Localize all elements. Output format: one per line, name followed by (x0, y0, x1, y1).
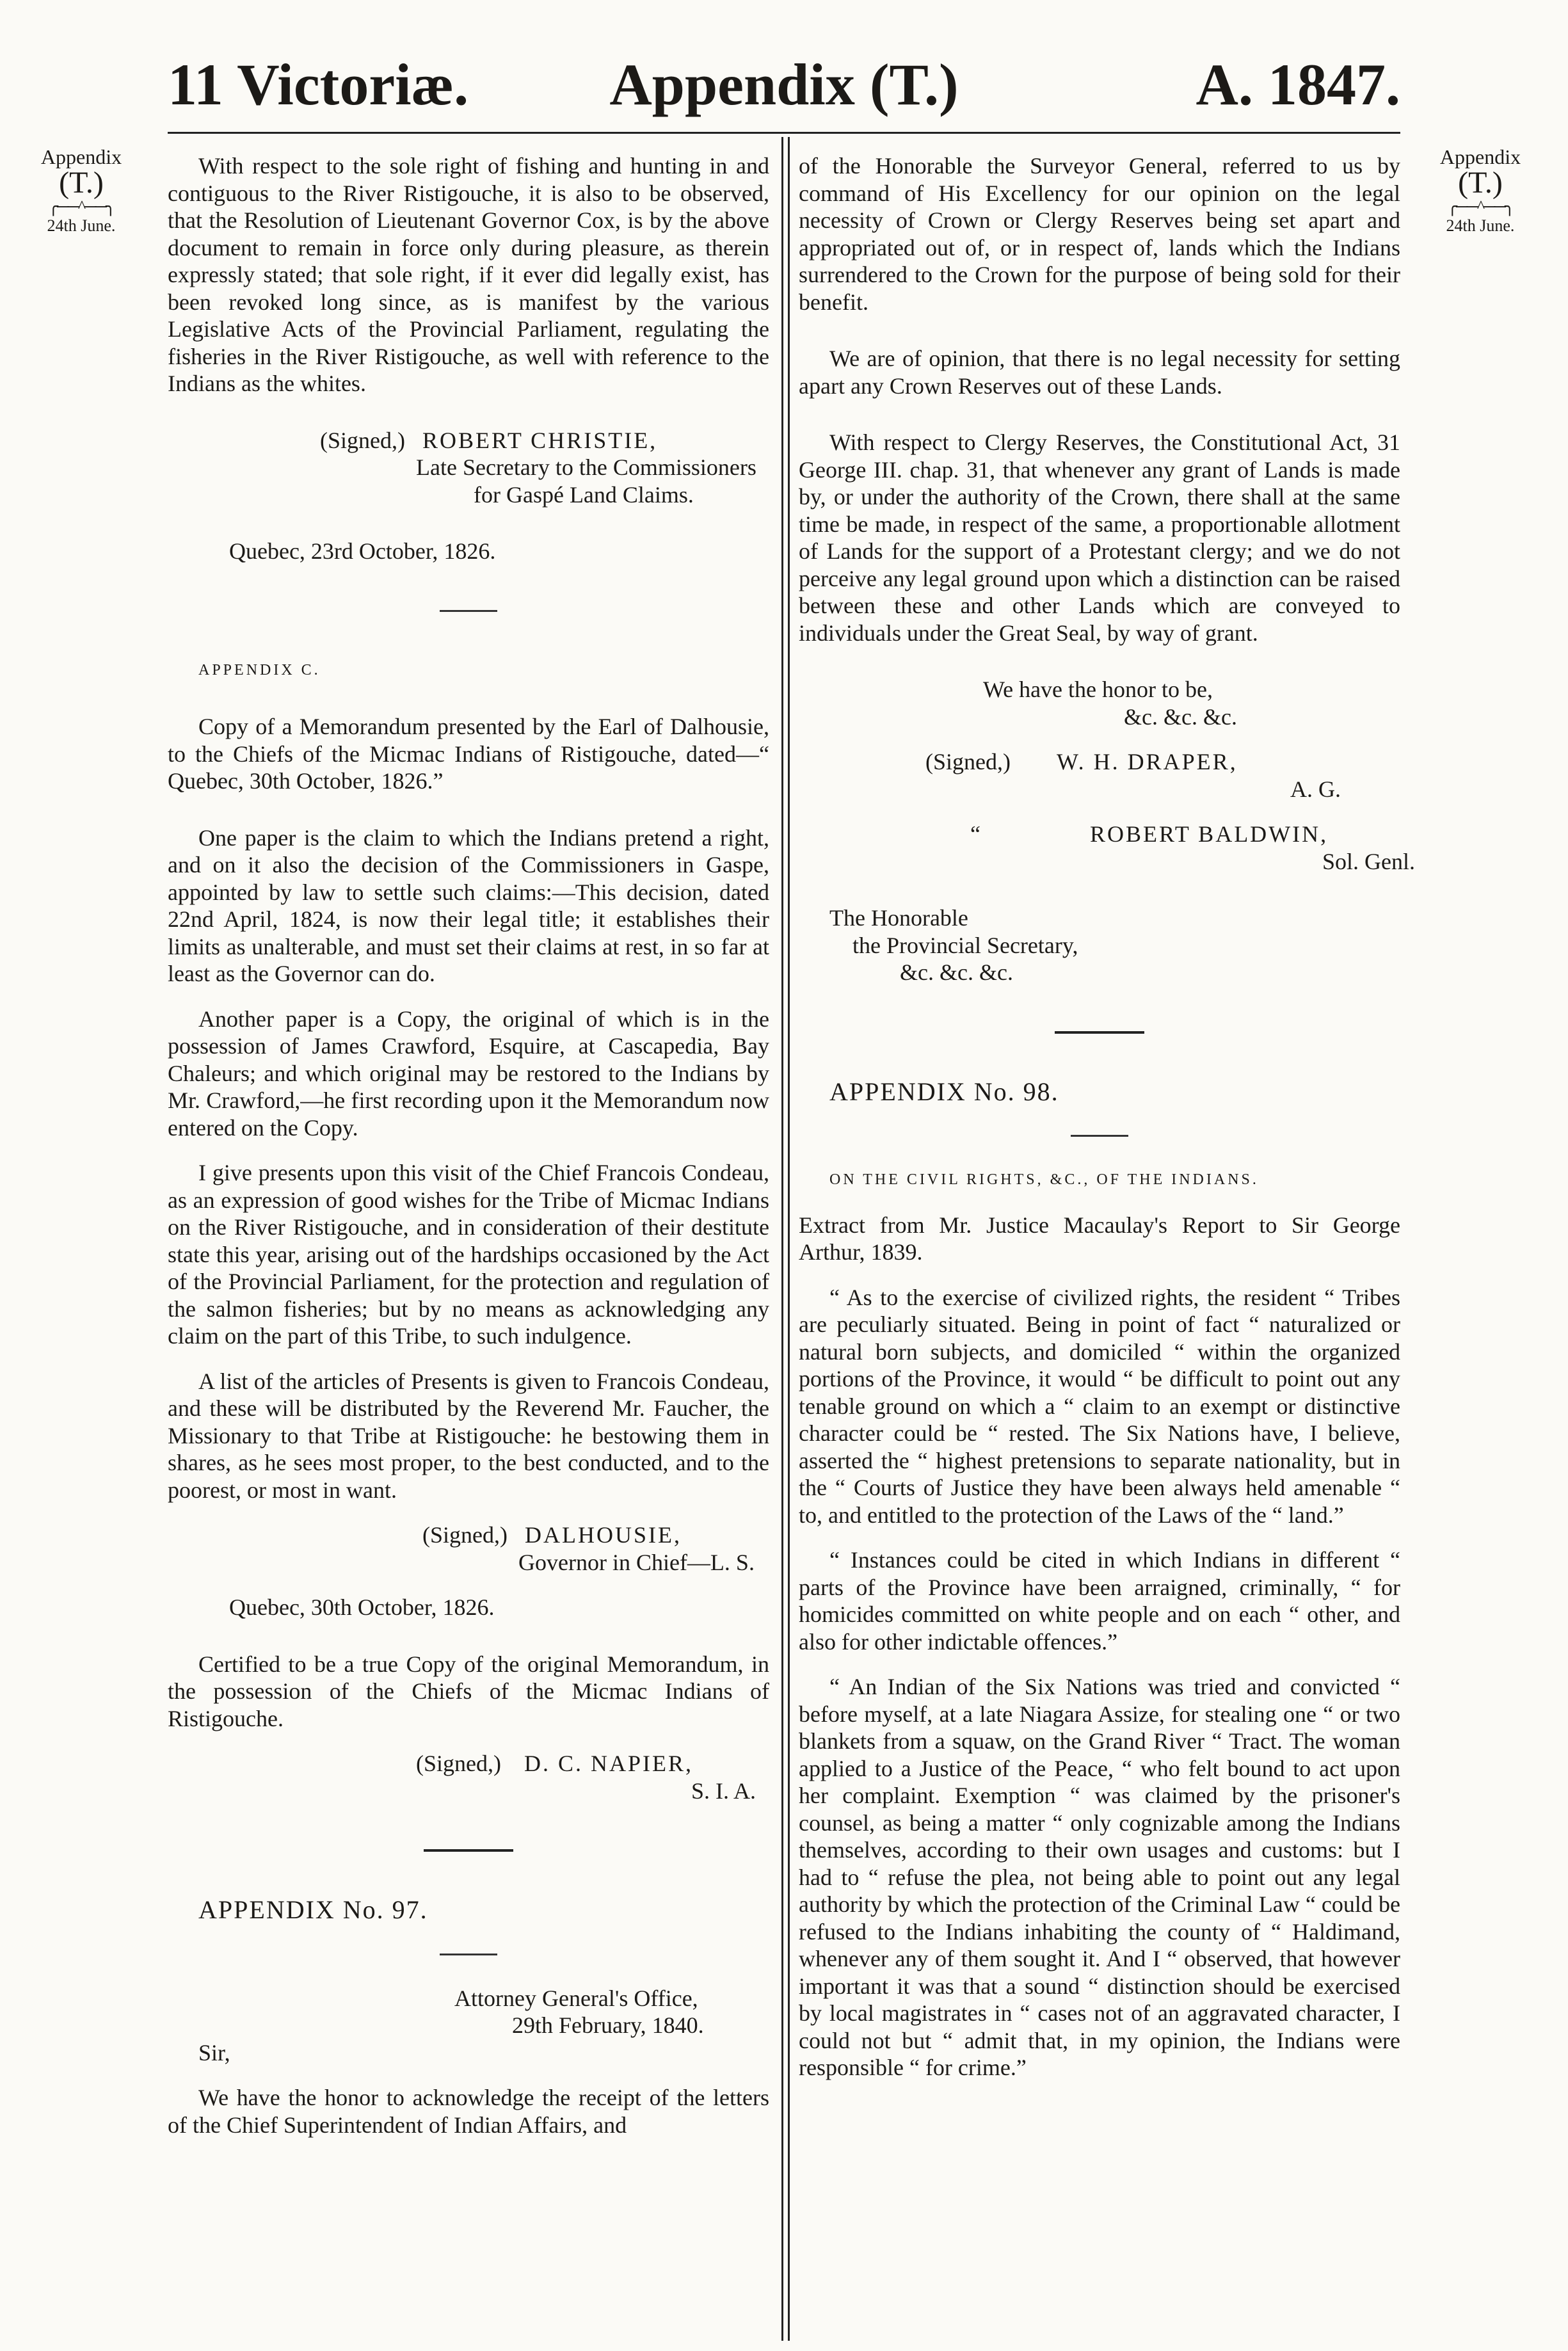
appendix-98-heading: APPENDIX No. 98. (829, 1077, 1059, 1106)
salutation: Sir, (198, 2039, 230, 2066)
left-column (168, 152, 769, 2138)
date-line: Quebec, 23rd October, 1826. (229, 538, 496, 564)
paragraph: We are of opinion, that there is no legal necessity for setting apart any Crown Reserves out of these Lands. (799, 346, 1400, 399)
margin-date: 24th June. (47, 216, 116, 235)
paragraph: Another paper is a Copy, the original of which is in the possession of James Crawford, Esquire, at Cascapedia, Bay Chaleurs; and which original may be restored to the Indians by Mr. Crawford,—he first recording upon it the Memorandum now entered on the Copy. (168, 1006, 769, 1141)
signature-napier (168, 1750, 769, 1804)
paragraph: One paper is the claim to which the Indians pretend a right, and on it also the decision of the Commissioners in Gaspe, appointed by law to settle such claims:—This decision, dated 22nd April, 1824, is now their legal title; it establishes their limits as unalterable, and must set their claims at rest, in so far at least as the Governor can do. (168, 824, 769, 986)
margin-brace: ╭──^──╮ (1447, 197, 1514, 216)
office-line: Attorney General's Office, (454, 1985, 698, 2011)
quotation: “ An Indian of the Six Nations was tried and convicted “ before myself, at a late Niagara Assize, for stealing one “ or two blankets from a squaw, on the Grand River “ Tract. The woman applied to a Justice of the Peace, “ who felt bound to act upon her complaint. Exemption “ was claimed by the prisoner's counsel, as being a matter “ only cognizable among the Indians themselves, according to their own usages and customs: but I had to “ refuse the plea, not being able to point out any legal authority by which the protection of the Criminal Law “ could be refused to the Indians inhabiting the county of “ Haldimand, whenever any of them sought it. And I “ observed, that however important it was that a sound “ distinction should be exercised by local magistrates in “ cases not of an aggravated character, I could not but “ admit that, in my opinion, the Indians were responsible “ for crime.” (799, 1674, 1400, 2080)
signatory-title: A. G. (1290, 776, 1341, 802)
margin-note-left (14, 146, 148, 237)
signatory-title: Late Secretary to the Commissioners (416, 454, 756, 480)
header-session: 11 Victoriæ. (168, 52, 469, 117)
closing-line: We have the honor to be, (983, 677, 1213, 702)
signatory-name: ROBERT CHRISTIE, (422, 427, 658, 453)
margin-letter: (T.) (59, 166, 104, 200)
signatory-title: Governor in Chief—L. S. (518, 1549, 755, 1575)
addressee-line: &c. &c. &c. (900, 959, 1013, 985)
signed-label: (Signed,) (320, 427, 405, 453)
signatory-title: S. I. A. (691, 1777, 756, 1804)
column-divider-right (788, 137, 790, 2341)
paragraph: A list of the articles of Presents is given to Francois Condeau, and these will be distributed by the Reverend Mr. Faucher, the Missionary to that Tribe at Ristigouche: he bestowing them in shares, as he sees most proper, to the best conducted, and to the poorest, or most in want. (168, 1368, 769, 1503)
signatory-name: DALHOUSIE, (524, 1522, 682, 1548)
signed-label: (Signed,) (422, 1522, 508, 1548)
extract-line: Extract from Mr. Justice Macaulay's Report to Sir George Arthur, 1839. (799, 1212, 1400, 1265)
paragraph: Certified to be a true Copy of the original Memorandum, in the possession of the Chiefs of the Micmac Indians of Ristigouche. (168, 1651, 769, 1731)
signature-dalhousie (168, 1521, 769, 1576)
paragraph: With respect to the sole right of fishing and hunting in and contiguous to the River Ristigouche, it is also to be observed, that the Resolution of Lieutenant Governor Cox, is by the above document to remain in force only during pleasure, as therein expressly stated; that sole right, if it ever did legally exist, has been revoked long since, as is manifest by the various Legislative Acts of the Provincial Parliament, regulating the fisheries in the River Ristigouche, as well with reference to the Indians as the whites. (168, 153, 769, 396)
signature-baldwin (799, 821, 1416, 875)
signatory-name: ROBERT BALDWIN, (1089, 821, 1329, 847)
addressee-line: The Honorable (829, 905, 968, 931)
margin-brace: ╭──^──╮ (48, 197, 115, 216)
right-column (799, 152, 1416, 2082)
margin-label: Appendix (40, 145, 122, 168)
signed-label: (Signed,) (925, 749, 1011, 774)
appendix-97-heading: APPENDIX No. 97. (198, 1895, 428, 1924)
ditto-mark: “ (970, 821, 980, 847)
appendix-98-subtitle: ON THE CIVIL RIGHTS, &C., OF THE INDIANS. (829, 1171, 1259, 1188)
paragraph: I give presents upon this visit of the Chief Francois Condeau, as an expression of good wishes for the Tribe of Micmac Indians on the River Ristigouche, and in consideration of their destitute state this year, arising out of the hardships occasioned by the Act of the Provincial Parliament, for the protection and regulation of the salmon fisheries; but by no means as acknowledging any claim on the part of this Tribe, to such indulgence. (168, 1160, 769, 1349)
signatory-name: D. C. NAPIER, (524, 1751, 694, 1776)
office-date: 29th February, 1840. (512, 2012, 704, 2038)
closing-etc: &c. &c. &c. (1124, 703, 1237, 730)
addressee-line: the Provincial Secretary, (852, 932, 1078, 958)
margin-letter: (T.) (1458, 166, 1503, 200)
signature-draper (799, 748, 1400, 803)
appendix-c-heading: APPENDIX C. (198, 661, 321, 678)
signatory-title: for Gaspé Land Claims. (474, 481, 694, 508)
signed-label: (Signed,) (416, 1751, 501, 1776)
date-line: Quebec, 30th October, 1826. (229, 1594, 495, 1620)
margin-label: Appendix (1439, 145, 1521, 168)
quotation: “ As to the exercise of civilized rights, the resident “ Tribes are peculiarly situated. Being in point of fact “ naturalized or natural born subjects, and domiciled “ within the organized portions of the Province, it would “ be difficult to point out any tenable ground on which a “ claim to an exempt or distinctive character could be “ rested. The Six Nations have, I believe, asserted the “ highest pretensions to separate nationality, but in the “ Courts of Justice they have been always held amenable “ to, and entitled to the protection of the Laws of the “ land.” (799, 1284, 1400, 1528)
margin-note-right (1413, 146, 1548, 237)
column-divider-left (781, 137, 783, 2341)
margin-date: 24th June. (1446, 216, 1515, 235)
header-title: Appendix (T.) (609, 52, 959, 117)
signatory-title: Sol. Genl. (1322, 848, 1416, 874)
paragraph: of the Honorable the Surveyor General, referred to us by command of His Excellency for our opinion on the legal necessity of Crown or Clergy Reserves being set apart and appropriated out of, or in respect of, lands which the Indians surrendered to the Crown for the purpose of being sold for their benefit. (799, 153, 1400, 315)
paragraph: We have the honor to acknowledge the receipt of the letters of the Chief Superintendent of Indian Affairs, and (168, 2085, 769, 2138)
paragraph: With respect to Clergy Reserves, the Constitutional Act, 31 George III. chap. 31, that whenever any grant of Lands is made by, or under the authority of the Crown, there shall at the same time be made, in respect of the same, a proportionable allotment of Lands for the support of a Protestant clergy; and we do not perceive any legal ground upon which a distinction can be raised between these and other Lands which are conveyed to individuals under the Great Seal, by way of grant. (799, 429, 1400, 646)
header-rule (168, 132, 1400, 134)
signature-christie (168, 427, 769, 509)
quotation: “ Instances could be cited in which Indians in different “ parts of the Province have been arraigned, criminally, “ for homicides committed on white people and on each “ other, and also for other indictable offences.” (799, 1547, 1400, 1655)
signatory-name: W. H. DRAPER, (1056, 749, 1238, 774)
paragraph: Copy of a Memorandum presented by the Earl of Dalhousie, to the Chiefs of the Micmac Indians of Ristigouche, dated—“ Quebec, 30th October, 1826.” (168, 714, 769, 794)
header-year: A. 1847. (1196, 52, 1400, 117)
